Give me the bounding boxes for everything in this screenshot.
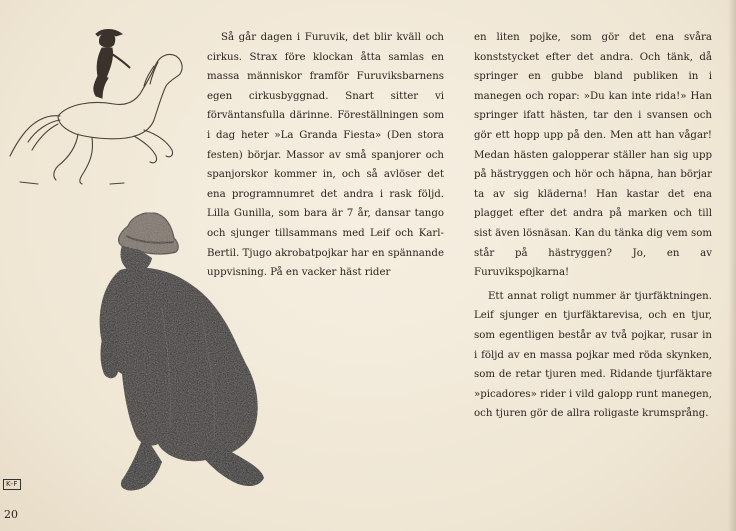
paragraph: Ett annat roligt nummer är tjurfäktningen. Leif sjunger en tjurfäktarevisa, och en tjur, som egentligen består av två pojkar, rusar in i följd av en massa pojkar med röda skynken, som de retar tjuren med. Ridande tjurfäktare »picadores» rider i vild galopp runt manegen, och tjuren gör de allra roligaste krumsprång. <box>474 290 712 420</box>
horse-rider-illustration <box>6 24 192 194</box>
text-column-right <box>474 28 712 424</box>
paragraph: en liten pojke, som gör det ena svåra konststycket efter det andra. Och tänk, då springer en gubbe bland publiken in i manegen och ropar: »Du kan inte rida!» Han springer ifatt hästen, tar den i svansen och gör ett hopp upp på den. Men att han vågar! Medan hästen galopperar ställer han sig upp på hästryggen och hör och häpna, han börjar ta av sig kläderna! Han kastar det ena plagget efter det andra på marken och till sist även lösnäsan. Kan du tänka dig vem som står på hästryggen? Jo, en av Furuvikspojkarna! <box>474 32 712 279</box>
artist-monogram: K-F <box>3 479 21 490</box>
text-column-left <box>207 28 444 283</box>
page-fold-shadow <box>728 0 736 531</box>
paragraph: Så går dagen i Furuvik, det blir kväll och cirkus. Strax före klockan åtta samlas en massa människor framför Furuviksbarnens egen cirkusbyggnad. Snart sitter vi förväntansfulla därinne. Föreställningen som i dag heter »La Granda Fiesta» (Den stora festen) börjar. Massor av små spanjorer och spanjorskor kommer in, och så avlöser det ena programnumret det andra i rask följd. Lilla Gunilla, som bara är 7 år, dansar tango och sjunger tillsammans med Leif och Karl-Bertil. Tjugo akrobatpojkar har en spännande uppvisning. På en vacker häst rider <box>207 32 444 279</box>
page-number: 20 <box>4 508 18 521</box>
